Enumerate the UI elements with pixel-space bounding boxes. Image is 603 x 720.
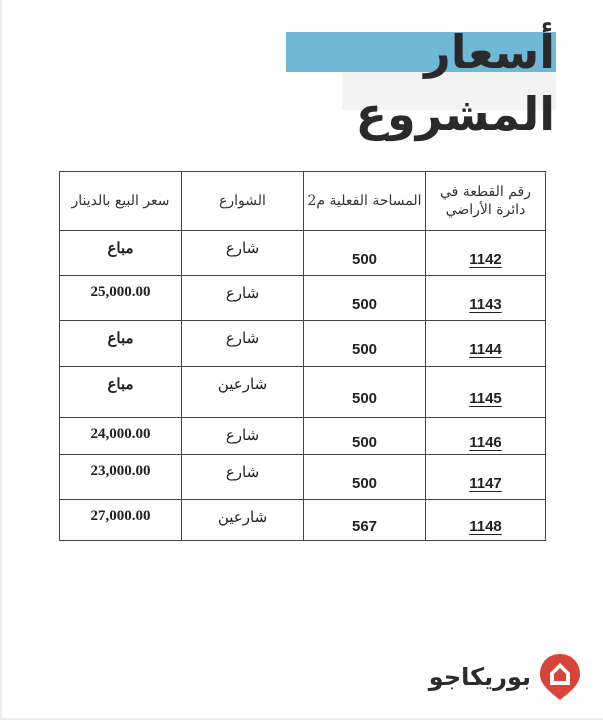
price-cell: مباع [60, 231, 182, 276]
price-cell: 24,000.00 [60, 418, 182, 455]
table-row [60, 276, 546, 321]
street-cell: شارعين [182, 500, 304, 541]
area-cell: 500 [304, 321, 426, 367]
street-cell: شارع [182, 231, 304, 276]
area-cell: 500 [304, 367, 426, 418]
plot-number-cell: 1146 [426, 418, 546, 455]
header-streets: الشوارع [182, 172, 304, 231]
price-cell: 23,000.00 [60, 455, 182, 500]
table-row [60, 231, 546, 276]
area-cell: 500 [304, 418, 426, 455]
page-title-line-1: أسعار [424, 25, 555, 79]
plot-number-cell: 1143 [426, 276, 546, 321]
street-cell: شارع [182, 418, 304, 455]
table-header-row [60, 172, 546, 231]
area-cell: 500 [304, 455, 426, 500]
plot-number-cell: 1147 [426, 455, 546, 500]
street-cell: شارعين [182, 367, 304, 418]
plot-number-cell: 1142 [426, 231, 546, 276]
street-cell: شارع [182, 276, 304, 321]
header-plot-number: رقم القطعة في دائرة الأراضي [426, 172, 546, 231]
brand-logo[interactable] [429, 652, 583, 702]
area-cell: 500 [304, 276, 426, 321]
header-price: سعر البيع بالدينار [60, 172, 182, 231]
table-row [60, 367, 546, 418]
page-title-line-2: المشروع [355, 87, 555, 141]
price-cell: مباع [60, 367, 182, 418]
street-cell: شارع [182, 321, 304, 367]
table-row [60, 500, 546, 541]
price-cell: 27,000.00 [60, 500, 182, 541]
price-cell: مباع [60, 321, 182, 367]
plot-number-cell: 1145 [426, 367, 546, 418]
brand-logo-text: بوريكاجو [428, 663, 531, 691]
location-pin-icon [537, 652, 583, 702]
table-row [60, 418, 546, 455]
table-row [60, 455, 546, 500]
price-cell: 25,000.00 [60, 276, 182, 321]
table-row [60, 321, 546, 367]
area-cell: 500 [304, 231, 426, 276]
header-area: المساحة الفعلية م2 [304, 172, 426, 231]
plot-number-cell: 1148 [426, 500, 546, 541]
prices-table [59, 171, 546, 541]
area-cell: 567 [304, 500, 426, 541]
plot-number-cell: 1144 [426, 321, 546, 367]
street-cell: شارع [182, 455, 304, 500]
